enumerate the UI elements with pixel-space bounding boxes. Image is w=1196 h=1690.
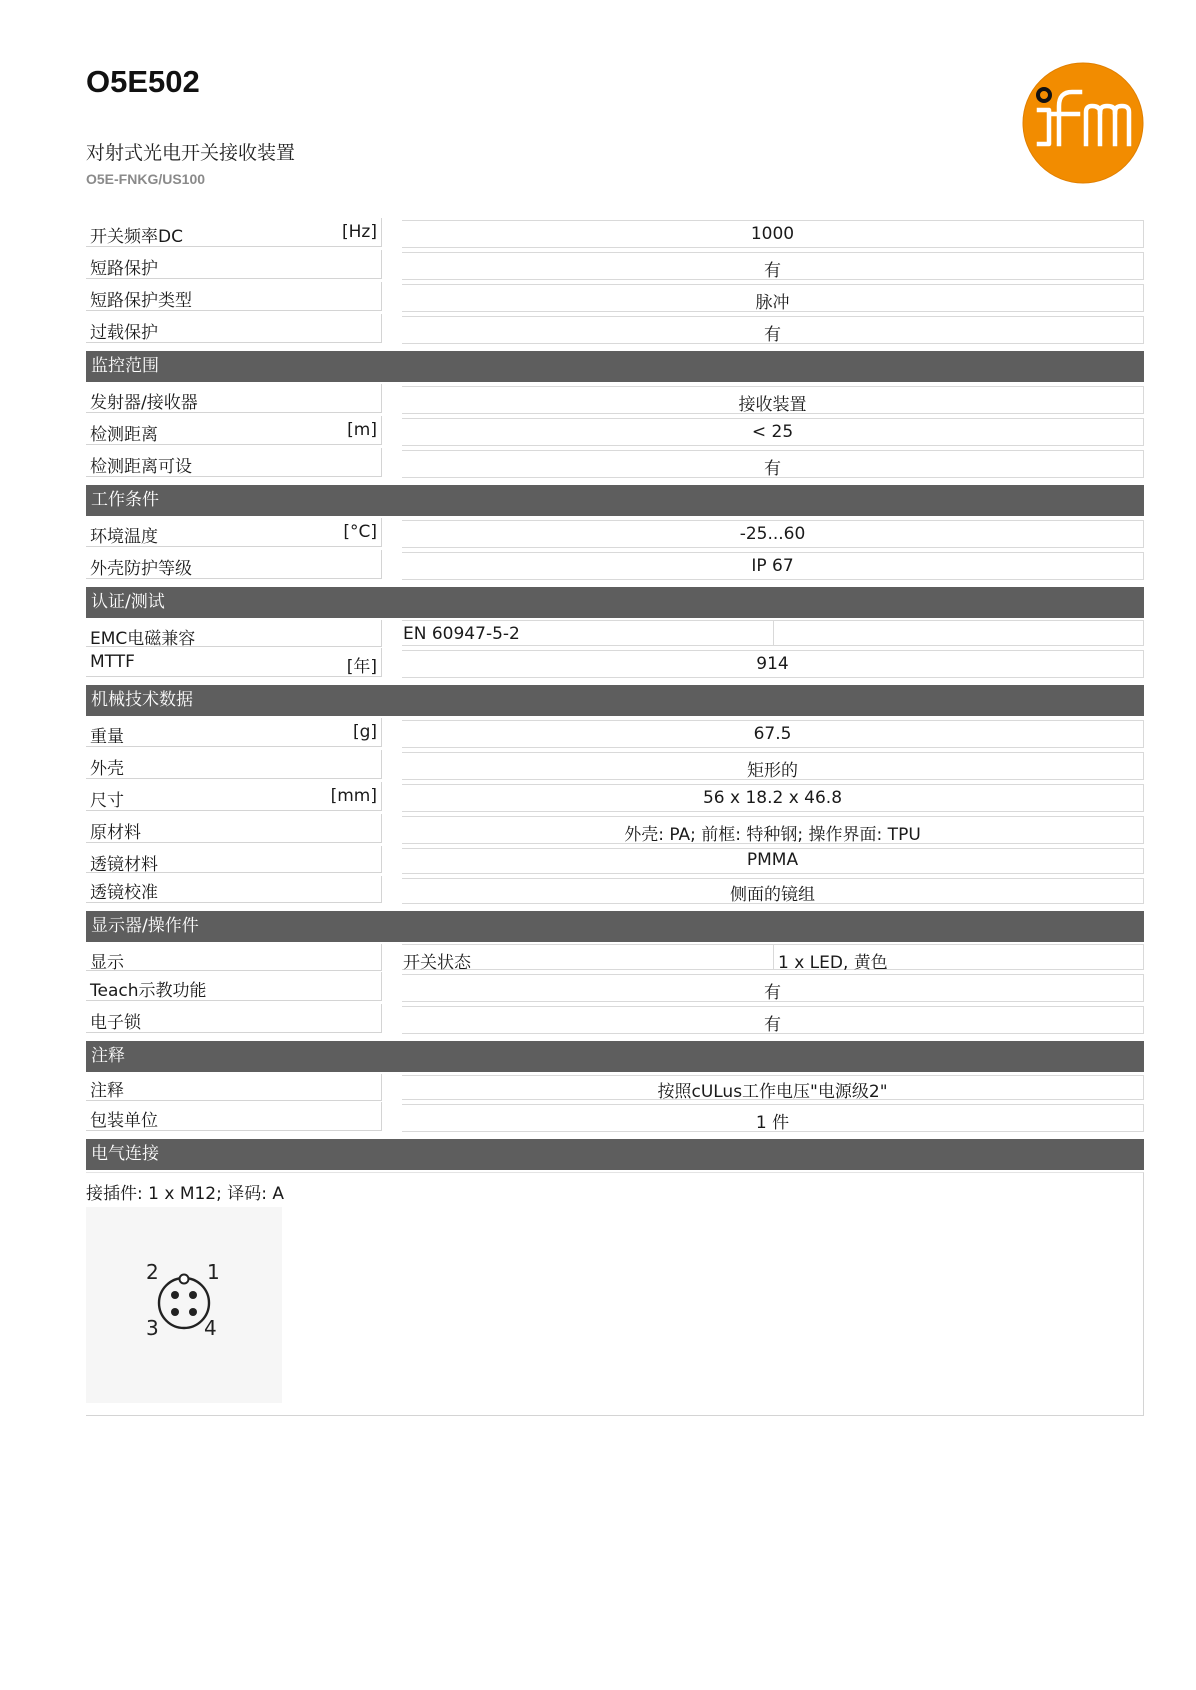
- spec-unit: [m]: [347, 420, 377, 440]
- spec-row: [86, 1074, 1144, 1102]
- section-header-operating: 工作条件: [86, 485, 1144, 516]
- spec-value: IP 67: [751, 556, 794, 576]
- spec-value: 按照cULus工作电压"电源级2": [657, 1082, 888, 1102]
- spec-value: 914: [756, 654, 789, 674]
- ifm-logo: [1022, 62, 1144, 184]
- spec-value: EN 60947-5-2: [403, 624, 520, 644]
- general-section: [86, 218, 1144, 346]
- spec-label: 过载保护: [90, 323, 158, 343]
- article-code: O5E-FNKG/US100: [86, 171, 206, 187]
- spec-value: 1 件: [755, 1113, 790, 1133]
- spec-value: 接收装置: [738, 395, 807, 415]
- spec-unit: [Hz]: [342, 222, 377, 242]
- cell-divider: [773, 620, 774, 646]
- spec-row: [86, 814, 1144, 846]
- spec-label: 透镜材料: [90, 855, 158, 875]
- spec-row: [86, 448, 1144, 480]
- spec-label: 短路保护: [90, 259, 158, 279]
- page-title: O5E502: [86, 64, 200, 99]
- spec-row-emc: [86, 620, 1144, 648]
- spec-value: 67.5: [753, 724, 792, 744]
- electrical-connection-panel: [86, 1172, 1144, 1416]
- m12-pin-diagram: [86, 1207, 282, 1403]
- section-header-electrical: 电气连接: [86, 1139, 1144, 1170]
- spec-label: 检测距离可设: [90, 457, 192, 477]
- cell-divider: [773, 944, 774, 970]
- spec-row: [86, 782, 1144, 814]
- section-header-monitoring: 监控范围: [86, 351, 1144, 382]
- spec-label: 环境温度: [90, 527, 158, 547]
- spec-label: 尺寸: [90, 791, 124, 811]
- spec-value: < 25: [751, 422, 794, 442]
- spec-value: 1000: [750, 224, 795, 244]
- connector-key: [180, 1275, 189, 1284]
- spec-label: 包装单位: [90, 1111, 158, 1131]
- spec-unit: [年]: [346, 657, 377, 677]
- spec-label: 原材料: [90, 823, 141, 843]
- spec-row-display: [86, 944, 1144, 972]
- spec-label: 透镜校准: [90, 883, 158, 903]
- spec-row: [86, 876, 1144, 906]
- spec-row: [86, 846, 1144, 876]
- connector-outline: [159, 1278, 209, 1328]
- spec-row: [86, 648, 1144, 680]
- spec-value: 脉冲: [755, 293, 790, 313]
- spec-label: 外壳: [90, 759, 124, 779]
- spec-value: -25...60: [739, 524, 806, 544]
- spec-value: 开关状态: [403, 953, 471, 973]
- product-subtitle: 对射式光电开关接收装置: [86, 142, 296, 164]
- pin-label-2: 2: [146, 1260, 159, 1284]
- spec-row: [86, 416, 1144, 448]
- pin-label-1: 1: [207, 1260, 220, 1284]
- section-header-mechanical: 机械技术数据: [86, 685, 1144, 716]
- pin-label-3: 3: [146, 1316, 159, 1340]
- pin-2: [171, 1291, 179, 1299]
- spec-value: 有: [764, 1015, 781, 1035]
- spec-row: [86, 972, 1144, 1004]
- spec-row: [86, 1102, 1144, 1134]
- section-header-display: 显示器/操作件: [86, 911, 1144, 942]
- spec-row: [86, 750, 1144, 782]
- spec-label: 检测距离: [90, 425, 158, 445]
- pin-3: [171, 1308, 179, 1316]
- spec-row: [86, 314, 1144, 346]
- spec-table: [86, 218, 1144, 1416]
- spec-label: MTTF: [90, 652, 135, 672]
- connector-description: 接插件: 1 x M12; 译码: A: [86, 1184, 285, 1204]
- spec-value: 56 x 18.2 x 46.8: [702, 788, 843, 808]
- spec-label: Teach示教功能: [90, 981, 207, 1001]
- spec-value: 有: [764, 983, 781, 1003]
- pin-1: [189, 1291, 197, 1299]
- spec-value: 有: [764, 325, 781, 345]
- spec-value: 侧面的镜组: [730, 885, 815, 905]
- section-header-notes: 注释: [86, 1041, 1144, 1072]
- spec-value: PMMA: [746, 850, 799, 870]
- section-header-approvals: 认证/测试: [86, 587, 1144, 618]
- spec-label: 注释: [90, 1081, 124, 1101]
- spec-label: 电子锁: [90, 1013, 141, 1033]
- spec-row: [86, 518, 1144, 550]
- spec-value: 矩形的: [747, 761, 798, 781]
- spec-label: 外壳防护等级: [90, 559, 192, 579]
- spec-unit: [°C]: [343, 522, 377, 542]
- spec-row: [86, 550, 1144, 582]
- pin-label-4: 4: [204, 1316, 217, 1340]
- spec-value-secondary: 1 x LED, 黄色: [778, 953, 888, 973]
- spec-unit: [mm]: [330, 786, 377, 806]
- spec-row: [86, 218, 1144, 250]
- spec-row: [86, 718, 1144, 750]
- spec-label: 发射器/接收器: [90, 393, 198, 413]
- spec-label: 短路保护类型: [90, 291, 192, 311]
- spec-label: 显示: [90, 953, 124, 973]
- spec-row: [86, 282, 1144, 314]
- spec-unit: [g]: [352, 722, 377, 742]
- spec-label: 重量: [90, 727, 124, 747]
- spec-label: EMC电磁兼容: [90, 629, 196, 649]
- spec-row: [86, 384, 1144, 416]
- pin-4: [189, 1308, 197, 1316]
- spec-row: [86, 250, 1144, 282]
- spec-label: 开关频率DC: [90, 227, 183, 247]
- connector-pinout-icon: [86, 1207, 282, 1403]
- spec-row: [86, 1004, 1144, 1036]
- spec-value: 有: [764, 459, 781, 479]
- spec-value: 外壳: PA; 前框: 特种钢; 操作界面: TPU: [624, 825, 921, 845]
- spec-value: 有: [764, 261, 781, 281]
